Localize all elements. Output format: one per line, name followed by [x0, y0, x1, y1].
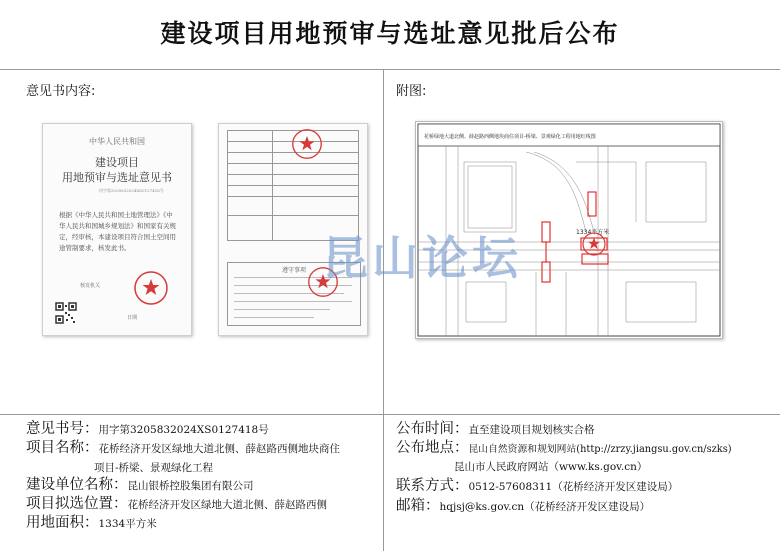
- info-key: 意见书号：: [26, 421, 99, 437]
- doc-issuer: 核发机关: [80, 283, 101, 289]
- info-row-area: [26, 514, 386, 533]
- info-value: 昆山市人民政府网站（www.ks.gov.cn）: [454, 461, 648, 473]
- info-value: 昆山自然资源和规划网站(http://zrzy.jiangsu.gov.cn/szks): [468, 444, 732, 455]
- doc-body-text: 根据《中华人民共和国土地管理法》《中华人民共和国城乡规划法》和国家有关规定，经审核，本建设项目符合国土空间用途管制要求，核发此书。: [59, 211, 176, 252]
- info-row-publish-place: [396, 439, 776, 458]
- info-row-contact: [396, 477, 776, 496]
- right-section-label: 附图:: [396, 84, 427, 99]
- official-seal-icon: [291, 128, 323, 160]
- info-key: 项目拟选位置：: [26, 496, 128, 512]
- page-title: 建设项目用地预审与选址意见批后公布: [160, 19, 620, 48]
- info-value: 1334平方米: [98, 518, 157, 530]
- info-key: 公布地点：: [396, 440, 469, 456]
- info-key: 联系方式：: [396, 478, 469, 494]
- info-value: 用字第3205832024XS0127418号: [98, 424, 269, 436]
- opinion-document-page-1: [42, 123, 192, 336]
- info-key: 公布时间：: [396, 421, 469, 437]
- info-row-project-name: [26, 439, 386, 458]
- info-value: 直至建设项目规划核实合格: [468, 424, 595, 436]
- info-row-publish-place-cont: [454, 457, 774, 476]
- map-area-label: 1334平方米: [576, 229, 610, 236]
- info-value: 0512-57608311（花桥经济开发区建设局）: [468, 481, 679, 493]
- info-key: 邮箱：: [396, 498, 440, 514]
- top-divider: [0, 69, 780, 70]
- info-row-publish-time: [396, 420, 776, 439]
- doc-title-line-2: 用地预审与选址意见书: [62, 171, 172, 184]
- doc-date: 日期: [127, 315, 138, 321]
- watermark-text: 昆山论坛: [322, 231, 522, 285]
- info-value: 花桥经济开发区绿地大道北侧、薛赵路西侧: [127, 499, 327, 511]
- text-line: [234, 301, 352, 302]
- qr-code-icon: [55, 302, 77, 324]
- info-row-opinion-number: [26, 420, 386, 439]
- info-row-builder: [26, 476, 386, 495]
- info-value: 项目-桥梁、景观绿化工程: [94, 462, 214, 474]
- middle-divider: [0, 414, 780, 415]
- info-key: 项目名称：: [26, 440, 99, 456]
- doc-number: 用字第3205832024XS0127418号: [99, 188, 164, 193]
- info-key: 建设单位名称：: [26, 477, 128, 493]
- info-row-location: [26, 495, 386, 514]
- info-row-email: [396, 497, 776, 516]
- info-row-project-name-cont: [94, 458, 394, 477]
- official-seal-icon: [133, 270, 169, 306]
- info-value: 花桥经济开发区绿地大道北侧、薛赵路西侧地块商住: [98, 443, 340, 455]
- map-title: 花桥绿地大道北侧、薛赵路西侧地块商住项目-桥梁、景观绿化工程用地红线图: [424, 134, 596, 140]
- left-section-label: 意见书内容:: [26, 84, 96, 99]
- official-seal-icon: [583, 233, 605, 255]
- doc-header: 中华人民共和国: [89, 137, 145, 146]
- info-value: 昆山银桥控股集团有限公司: [127, 480, 254, 492]
- text-line: [234, 309, 330, 310]
- text-line: [234, 317, 314, 318]
- info-value: hqjsj@ks.gov.cn（花桥经济开发区建设局）: [439, 501, 651, 513]
- info-key: 用地面积：: [26, 515, 99, 531]
- doc-title-line-1: 建设项目: [95, 156, 139, 169]
- notice-title: 遵守事项: [281, 267, 306, 274]
